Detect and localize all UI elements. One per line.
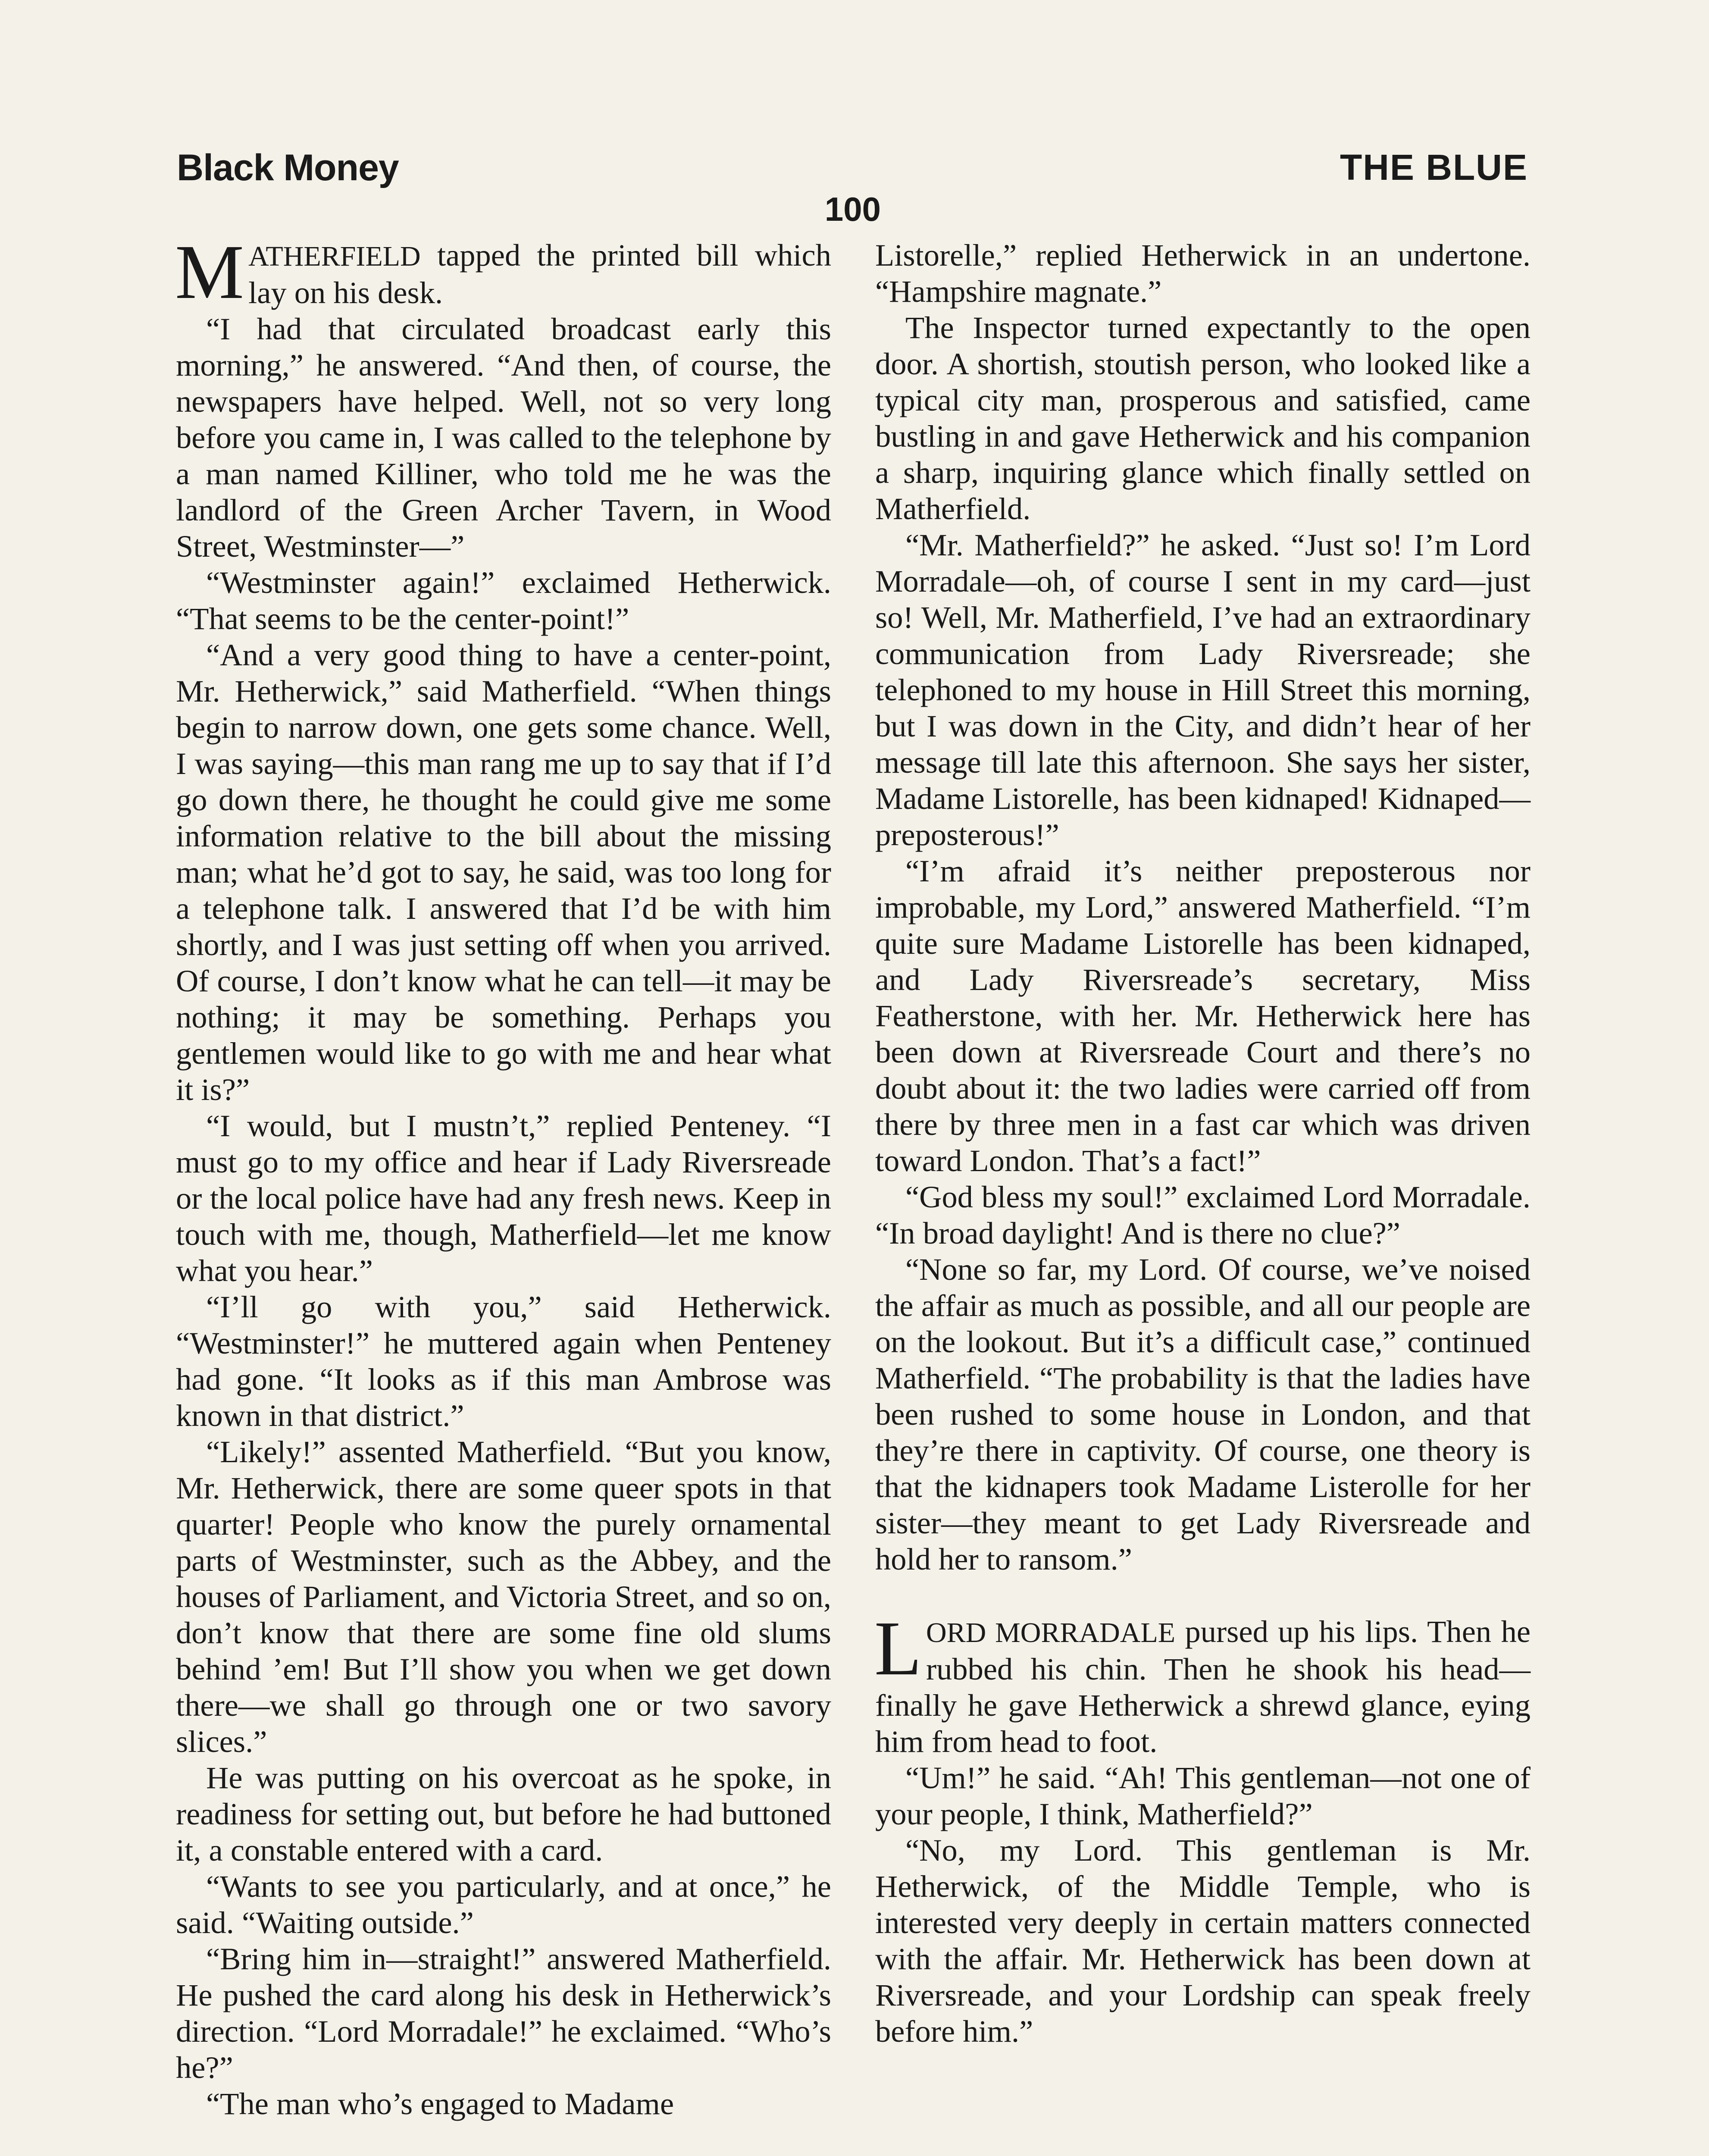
paragraph: “No, my Lord. This gentleman is Mr. Hetherwick, of the Middle Temple, who is interested very deeply in certain matters connected with the affair. Mr. Hetherwick has been down at Riversreade, and your Lordship can speak freely before him.”: [875, 1833, 1531, 2049]
paragraph-text: tapped the printed bill which lay on his desk.: [248, 238, 831, 310]
paragraph: “Bring him in—straight!” answered Matherfield. He pushed the card along his desk in Hetherwick’s direction. “Lord Morradale!” he exclaimed. “Who’s he?”: [176, 1941, 831, 2085]
paragraph: “Wants to see you particularly, and at once,” he said. “Waiting outside.”: [176, 1869, 831, 1940]
lead-caps: ORD MORRADALE: [926, 1617, 1176, 1648]
paragraph-text: pursed up his lips. Then he rubbed his chin. Then he shook his head—finally he gave Hetherwick a shrewd glance, eying him from head to foot.: [875, 1614, 1531, 1759]
story-title: Black Money: [177, 147, 399, 188]
right-column: [875, 237, 1531, 2049]
paragraph: “God bless my soul!” exclaimed Lord Morradale. “In broad daylight! And is there no clue?”: [875, 1179, 1531, 1250]
paragraph: “I’m afraid it’s neither preposterous nor improbable, my Lord,” answered Matherfield. “I’m quite sure Madame Listorelle has been kidnaped, and Lady Riversreade’s secretary, Miss Featherstone, with her. Mr. Hetherwick here has been down at Riversreade Court and there’s no doubt about it: the two ladies were carried off from there by three men in a fast car which was driven toward London. That’s a fact!”: [875, 853, 1531, 1178]
magazine-title: THE BLUE: [1340, 147, 1528, 188]
section-opening-paragraph: [874, 1605, 1531, 1760]
paragraph: “And a very good thing to have a center-point, Mr. Hetherwick,” said Matherfield. “When things begin to narrow down, one gets some chance. Well, I was saying—this man rang me up to say that if I’d go down there, he thought he could give me some information relative to the bill about the missing man; what he’d got to say, he said, was too long for a telephone talk. I answered that I’d be with him shortly, and I was just setting off when you arrived. Of course, I don’t know what he can tell—it may be nothing; it may be something. Perhaps you gentlemen would like to go with me and hear what it is?”: [176, 637, 831, 1107]
paragraph: “Um!” he said. “Ah! This gentleman—not one of your people, I think, Matherfield?”: [875, 1760, 1531, 1831]
drop-cap: L: [874, 1605, 922, 1691]
left-column: [175, 229, 831, 2122]
page-number: 100: [824, 190, 881, 228]
lead-caps: ATHERFIELD: [248, 241, 421, 272]
paragraph: “The man who’s engaged to Madame: [206, 2086, 674, 2121]
paragraph: The Inspector turned expectantly to the open door. A shortish, stoutish person, who looked like a typical city man, prosperous and satisfied, came bustling in and gave Hetherwick and his companion a sharp, inquiring glance which finally settled on Matherfield.: [875, 310, 1531, 526]
paragraph: “None so far, my Lord. Of course, we’ve noised the affair as much as possible, and all our people are on the lookout. But it’s a difficult case,” continued Matherfield. “The probability is that the ladies have been rushed to some house in London, and that they’re there in captivity. Of course, one theory is that the kidnapers took Madame Listerolle for her sister—they meant to get Lady Riversreade and hold her to ransom.”: [875, 1252, 1531, 1576]
paragraph: “Mr. Matherfield?” he asked. “Just so! I’m Lord Morradale—oh, of course I sent in my card—just so! Well, Mr. Matherfield, I’ve had an extraordinary communication from Lady Riversreade; she telephoned to my house in Hill Street this morning, but I was down in the City, and didn’t hear of her message till late this afternoon. She says her sister, Madame Listorelle, has been kidnaped! Kidnaped—preposterous!”: [875, 527, 1531, 852]
paragraph: Listorelle,” replied Hetherwick in an undertone. “Hampshire magnate.”: [875, 238, 1531, 309]
paragraph: “I had that circulated broadcast early this morning,” he answered. “And then, of course, the newspapers have helped. Well, not so very long before you came in, I was called to the telephone by a man named Killiner, who told me he was the landlord of the Green Archer Tavern, in Wood Street, Westminster—”: [176, 311, 831, 564]
drop-cap: M: [175, 229, 244, 315]
paragraph: “I’ll go with you,” said Hetherwick. “Westminster!” he muttered again when Penteney had gone. “It looks as if this man Ambrose was known in that district.”: [176, 1289, 831, 1433]
paragraph: “Likely!” assented Matherfield. “But you know, Mr. Hetherwick, there are some queer spots in that quarter! People who know the purely ornamental parts of Westminster, such as the Abbey, and the houses of Parliament, and Victoria Street, and so on, don’t know that there are some fine old slums behind ’em! But I’ll show you when we get down there—we shall go through one or two savory slices.”: [176, 1434, 831, 1759]
paragraph: He was putting on his overcoat as he spoke, in readiness for setting out, but before he had buttoned it, a constable entered with a card.: [176, 1760, 831, 1868]
opening-paragraph: [175, 229, 831, 315]
paragraph: “Westminster again!” exclaimed Hetherwick. “That seems to be the center-point!”: [176, 565, 831, 636]
paragraph: “I would, but I mustn’t,” replied Penteney. “I must go to my office and hear if Lady Riversreade or the local police have had any fresh news. Keep in touch with me, though, Matherfield—let me know what you hear.”: [176, 1108, 831, 1288]
